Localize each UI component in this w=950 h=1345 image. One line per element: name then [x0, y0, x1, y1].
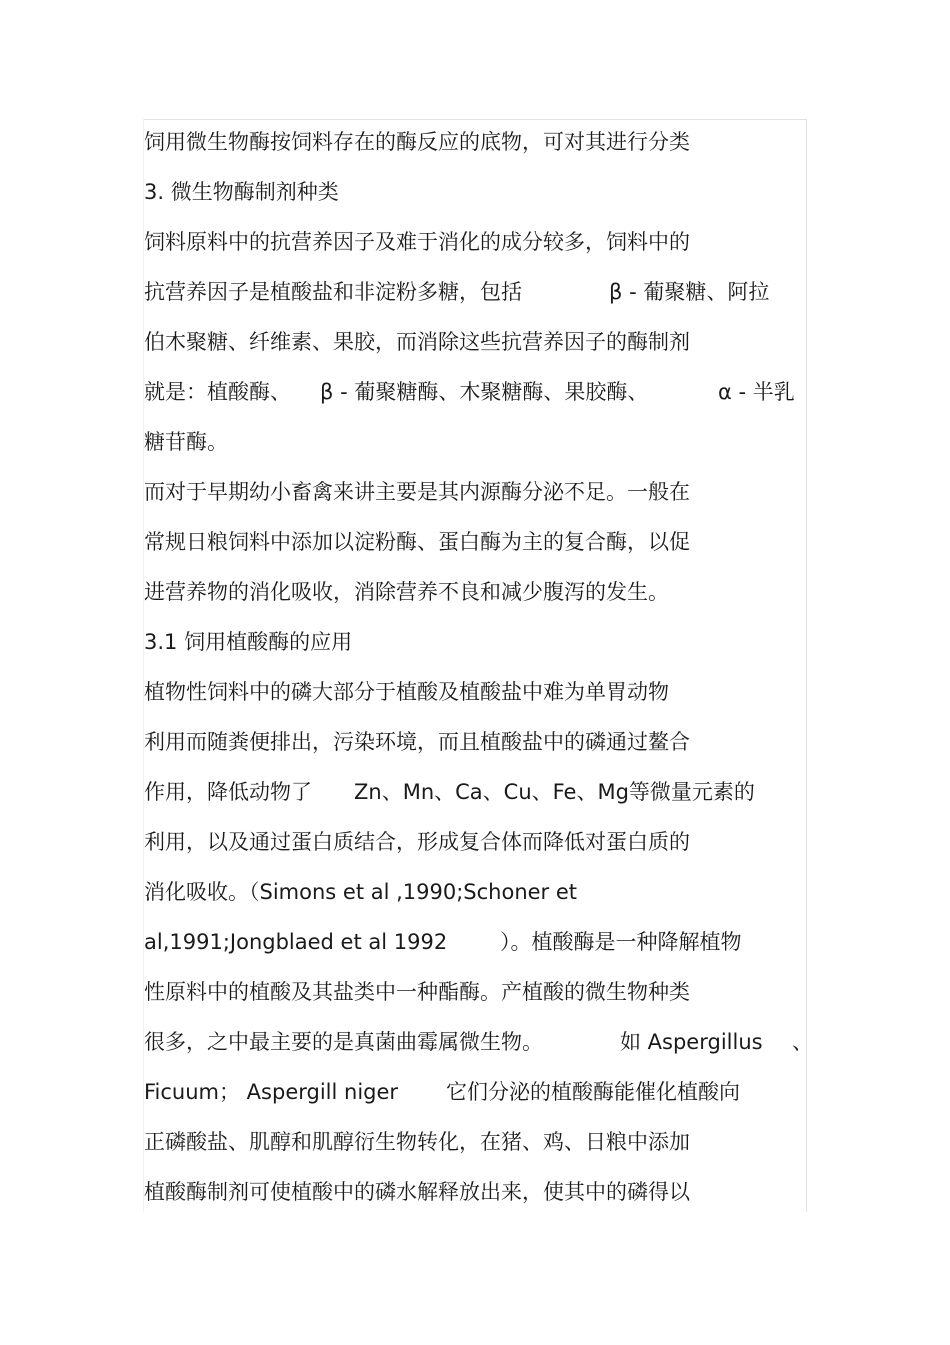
text-run: β - 葡聚糖酶、木聚糖酶、果胶酶、 [320, 380, 649, 404]
text-run: 常规日粮饲料中添加以淀粉酶、蛋白酶为主的复合酶，以促 [144, 530, 690, 554]
text-run: 性原料中的植酸及其盐类中一种酯酶。产植酸的微生物种类 [144, 980, 690, 1004]
text-run: 伯木聚糖、纤维素、果胶，而消除这些抗营养因子的酶制剂 [144, 330, 690, 354]
text-run: α - 半乳 [718, 380, 795, 404]
text-run: 如 Aspergillus [620, 1030, 763, 1054]
text-run: 利用而随粪便排出，污染环境，而且植酸盐中的磷通过鳌合 [144, 730, 690, 754]
page-frame-top-border [143, 119, 807, 120]
text-run: 3. 微生物酶制剂种类 [144, 180, 339, 204]
text-run: al,1991;Jongblaed et al 1992 [144, 930, 448, 954]
text-run: Ficuum； Aspergill niger [144, 1080, 399, 1104]
text-run: 植物性饲料中的磷大部分于植酸及植酸盐中难为单胃动物 [144, 680, 669, 704]
text-run: 正磷酸盐、肌醇和肌醇衍生物转化，在猪、鸡、日粮中添加 [144, 1130, 690, 1154]
text-run: 饲料原料中的抗营养因子及难于消化的成分较多，饲料中的 [144, 230, 690, 254]
text-run: 它们分泌的植酸酶能催化植酸向 [446, 1080, 740, 1104]
text-run: 作用，降低动物了 [144, 780, 312, 804]
text-run: 很多，之中最主要的是真菌曲霉属微生物。 [144, 1030, 543, 1054]
text-run: 利用，以及通过蛋白质结合，形成复合体而降低对蛋白质的 [144, 830, 690, 854]
text-run: 植酸酶制剂可使植酸中的磷水解释放出来，使其中的磷得以 [144, 1180, 690, 1204]
text-run: 就是：植酸酶、 [144, 380, 291, 404]
text-run: 糖苷酶。 [144, 430, 228, 454]
text-run: ）。植酸酶是一种降解植物 [500, 930, 742, 954]
text-run: Zn、Mn、Ca、Cu、Fe、Mg等微量元素的 [354, 780, 755, 804]
text-run: 抗营养因子是植酸盐和非淀粉多糖，包括 [144, 280, 522, 304]
text-run: 3.1 饲用植酸酶的应用 [144, 630, 353, 654]
text-run: 而对于早期幼小畜禽来讲主要是其内源酶分泌不足。一般在 [144, 480, 690, 504]
text-run: 进营养物的消化吸收，消除营养不良和减少腹泻的发生。 [144, 580, 669, 604]
text-run: 饲用微生物酶按饲料存在的酶反应的底物，可对其进行分类 [144, 130, 690, 154]
text-run: 、 [792, 1030, 813, 1054]
text-run: 消化吸收。（Simons et al ,1990;Schoner et [144, 880, 578, 904]
text-run: β - 葡聚糖、阿拉 [609, 280, 770, 304]
